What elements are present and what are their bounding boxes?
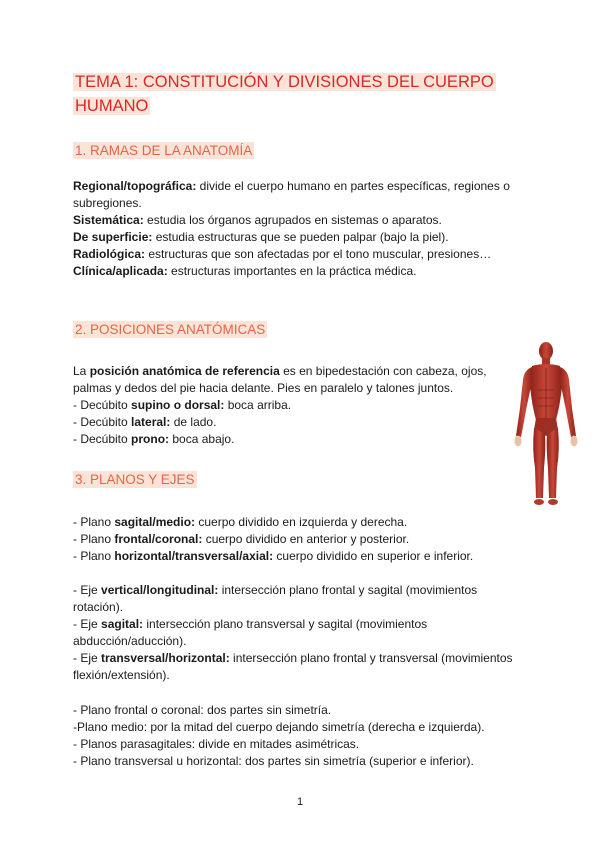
- section-heading-posiciones: 2. POSICIONES ANATÓMICAS: [75, 322, 266, 337]
- list-item: -Plano medio: por la mitad del cuerpo dejando simetría (derecha e izquierda).: [73, 720, 485, 734]
- section-body-axes: [73, 582, 513, 684]
- list-item: - Plano sagital/medio: cuerpo dividido en izquierda y derecha.: [73, 515, 408, 529]
- list-item: Radiológica: estructuras que son afectadas por el tono muscular, presiones…: [73, 247, 492, 261]
- list-item: - Plano frontal/coronal: cuerpo dividido en anterior y posterior.: [73, 532, 410, 546]
- anatomical-figure-icon: [510, 340, 582, 508]
- list-item: Regional/topográfica: divide el cuerpo humano en partes específicas, regiones o subregiones.: [73, 179, 510, 210]
- section-body-posiciones: [73, 363, 521, 448]
- list-item: Clínica/aplicada: estructuras importantes en la práctica médica.: [73, 264, 417, 278]
- list-item: - Eje vertical/longitudinal: intersección plano frontal y sagital (movimientos rotación).: [73, 583, 478, 614]
- section-body-notes: [73, 702, 543, 770]
- list-item: - Decúbito prono: boca abajo.: [73, 432, 235, 446]
- page-title: TEMA 1: CONSTITUCIÓN Y DIVISIONES DEL CUERPO HUMANO: [75, 73, 494, 115]
- list-item: De superficie: estudia estructuras que se pueden palpar (bajo la piel).: [73, 230, 449, 244]
- list-item: - Decúbito supino o dorsal: boca arriba.: [73, 398, 292, 412]
- section-heading-ramas: 1. RAMAS DE LA ANATOMÍA: [75, 143, 253, 158]
- section-body-planes: [73, 514, 523, 565]
- list-item: - Eje transversal/horizontal: intersección plano frontal y transversal (movimientos flexión/extensión).: [73, 651, 513, 682]
- intro-paragraph: La posición anatómica de referencia es en bipedestación con cabeza, ojos, palmas y dedos del pie hacia delante. Pies en paralelo y talones juntos.: [73, 364, 487, 395]
- list-item: - Plano transversal u horizontal: dos partes sin simetría (superior e inferior).: [73, 754, 474, 768]
- list-item: Sistemática: estudia los órganos agrupados en sistemas o aparatos.: [73, 213, 442, 227]
- list-item: - Eje sagital: intersección plano transversal y sagital (movimientos abducción/aducción).: [73, 617, 428, 648]
- section-heading-planos: 3. PLANOS Y EJES: [75, 472, 195, 487]
- section-body-ramas: [73, 178, 523, 280]
- list-item: - Planos parasagitales: divide en mitades asimétricas.: [73, 737, 360, 751]
- page-number: 1: [296, 796, 304, 808]
- list-item: - Decúbito lateral: de lado.: [73, 415, 217, 429]
- list-item: - Plano frontal o coronal: dos partes sin simetría.: [73, 703, 332, 717]
- list-item: - Plano horizontal/transversal/axial: cuerpo dividido en superior e inferior.: [73, 549, 474, 563]
